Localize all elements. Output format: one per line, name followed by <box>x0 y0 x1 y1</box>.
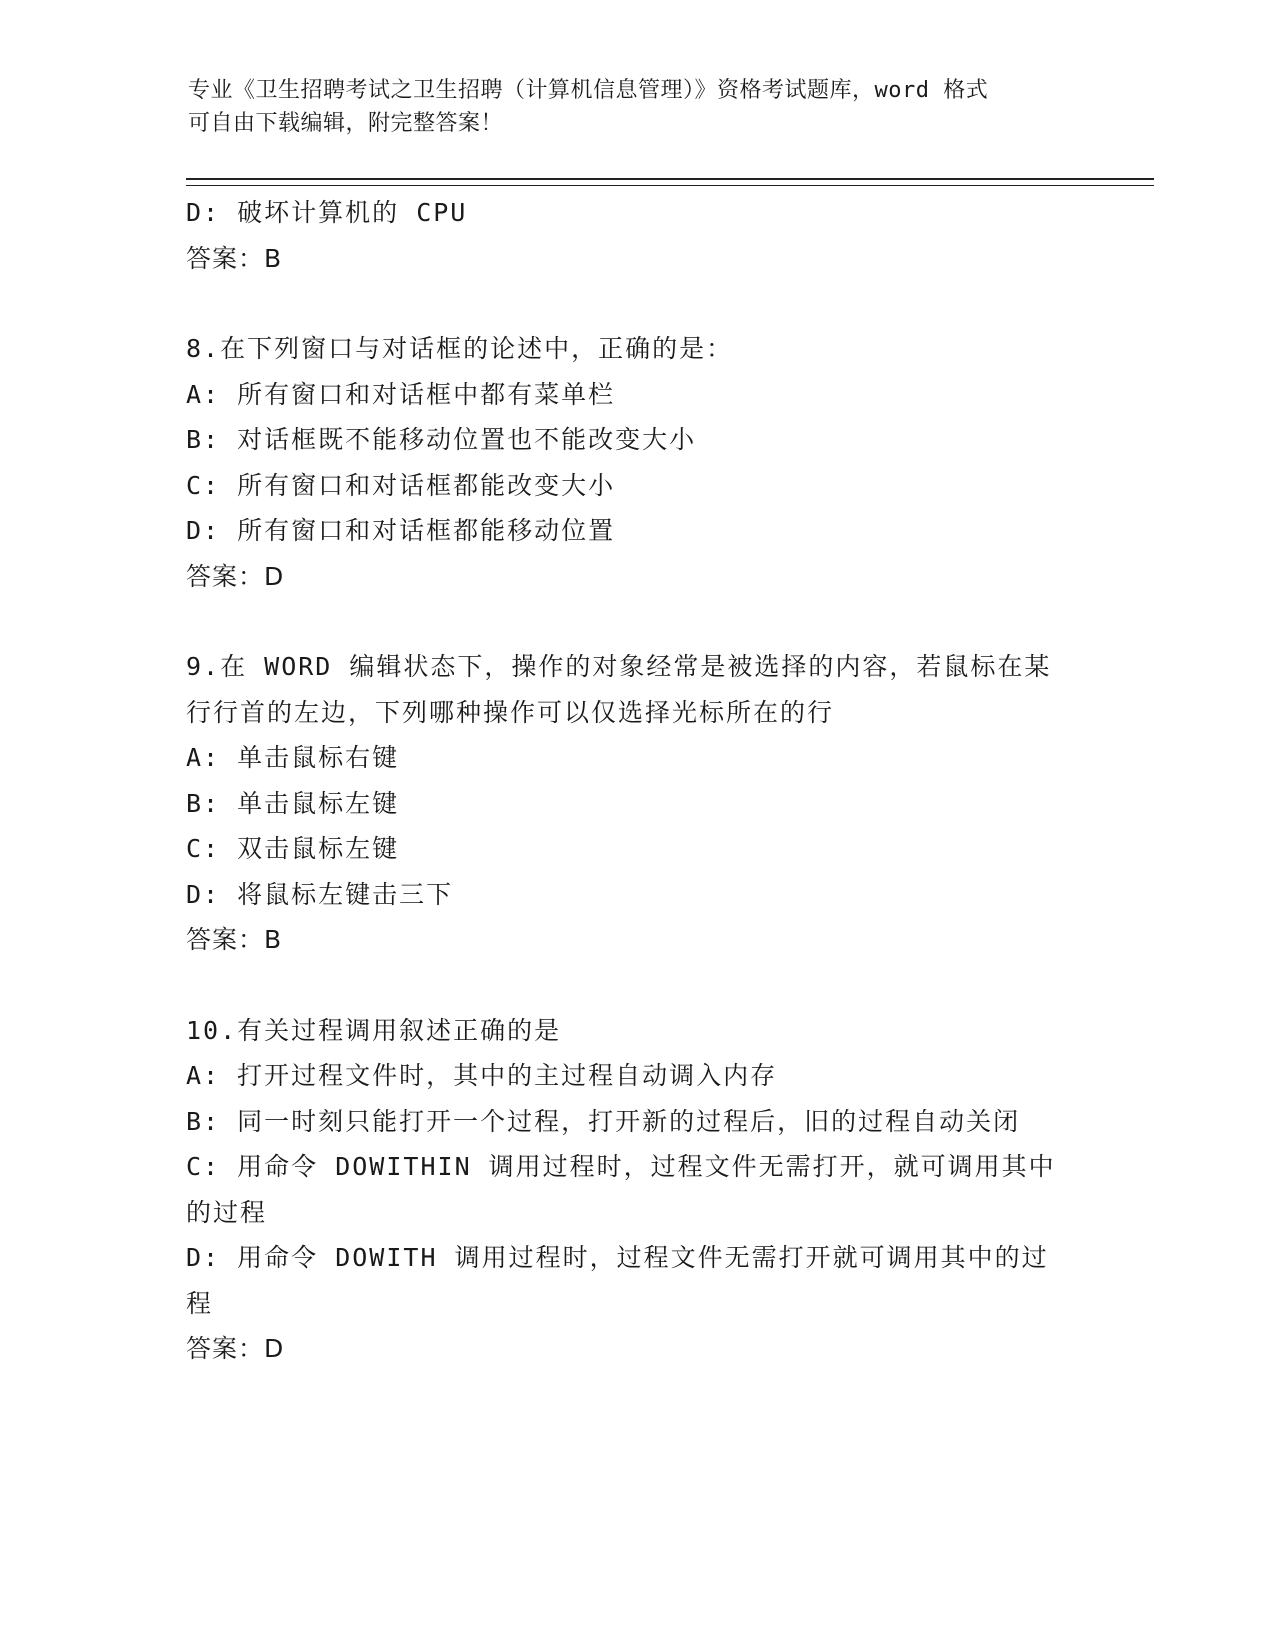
option-b: B: 同一时刻只能打开一个过程，打开新的过程后，旧的过程自动关闭 <box>186 1106 1021 1136</box>
header-divider <box>186 178 1154 186</box>
page-header <box>188 74 1078 140</box>
header-line-2: 可自由下载编辑，附完整答案！ <box>188 111 504 136</box>
header-line-1: 专业《卫生招聘考试之卫生招聘（计算机信息管理）》资格考试题库，word 格式 <box>188 78 989 103</box>
question-stem: 10.有关过程调用叙述正确的是 <box>186 1015 562 1045</box>
answer: 答案：D <box>186 561 285 591</box>
answer: 答案：D <box>186 1334 285 1363</box>
option-a: A: 单击鼠标右键 <box>186 743 400 772</box>
option-a: A: 打开过程文件时，其中的主过程自动调入内存 <box>186 1061 778 1090</box>
option-c: C: 双击鼠标左键 <box>186 834 400 863</box>
question-10 <box>186 1008 1086 1372</box>
answer: 答案：B <box>186 925 283 954</box>
question-8 <box>186 326 1086 599</box>
question-stem: 9.在 WORD 编辑状态下，操作的对象经常是被选择的内容，若鼠标在某 <box>186 652 1052 681</box>
option-c: C: 所有窗口和对话框都能改变大小 <box>186 470 616 500</box>
option-c: C: 用命令 DOWITHIN 调用过程时，过程文件无需打开，就可调用其中 <box>186 1152 1056 1181</box>
question-9 <box>186 644 1086 963</box>
option-a: A: 所有窗口和对话框中都有菜单栏 <box>186 379 616 409</box>
option-b: B: 对话框既不能移动位置也不能改变大小 <box>186 425 697 454</box>
option-b: B: 单击鼠标左键 <box>186 788 400 818</box>
option-d: D: 破坏计算机的 CPU <box>186 198 468 227</box>
prev-question-tail <box>186 190 1086 281</box>
spacer <box>186 281 1086 326</box>
option-d: D: 用命令 DOWITH 调用过程时，过程文件无需打开就可调用其中的过 <box>186 1243 1049 1272</box>
option-d: D: 所有窗口和对话框都能移动位置 <box>186 516 616 545</box>
option-d-continued: 程 <box>186 1288 214 1318</box>
answer: 答案：B <box>186 243 283 273</box>
question-stem-continued: 行行首的左边，下列哪种操作可以仅选择光标所在的行 <box>186 697 835 727</box>
question-stem: 8.在下列窗口与对话框的论述中，正确的是： <box>186 334 734 363</box>
spacer <box>186 963 1086 1008</box>
spacer <box>186 599 1086 644</box>
document-body <box>186 190 1086 1372</box>
option-c-continued: 的过程 <box>186 1197 268 1227</box>
option-d: D: 将鼠标左键击三下 <box>186 879 454 909</box>
